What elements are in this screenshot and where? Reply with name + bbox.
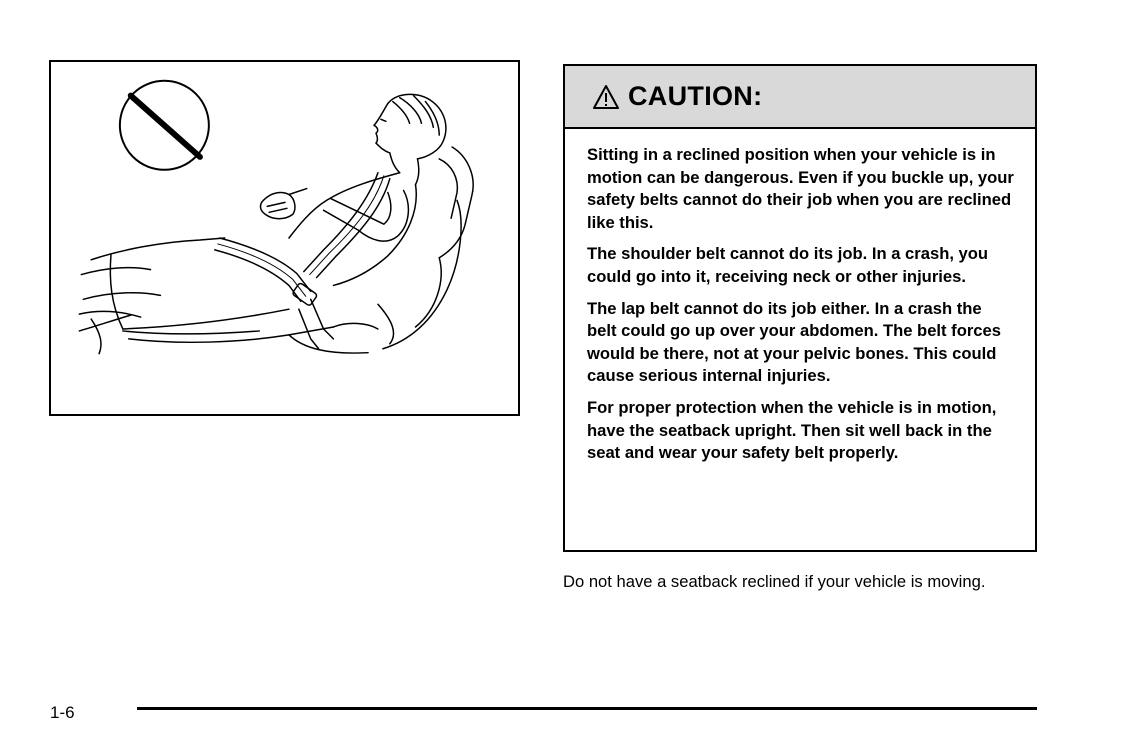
caution-paragraph: For proper protection when the vehicle is in motion, have the seatback upright. Then sit well back in the seat and wear your safety belt properly. — [587, 397, 997, 463]
caution-paragraph: The lap belt cannot do its job either. In a crash the belt could go up over your abdomen. The belt forces would be there, not at your pelvic bones. This could cause serious internal injuries. — [587, 298, 1001, 386]
caution-header — [565, 66, 1035, 129]
warning-triangle-icon — [592, 84, 620, 110]
caution-title: CAUTION: — [628, 81, 763, 111]
caution-body — [565, 129, 1035, 465]
body-text: Do not have a seatback reclined if your vehicle is moving. — [563, 572, 986, 591]
caution-paragraph: The shoulder belt cannot do its job. In a crash, you could go into it, receiving neck or other injuries. — [587, 244, 989, 286]
caution-box — [563, 64, 1037, 552]
prohibition-icon — [120, 81, 209, 170]
reclined-passenger-illustration — [49, 60, 520, 416]
caution-paragraph: Sitting in a reclined position when your vehicle is in motion can be dangerous. Even if you buckle up, your safety belts cannot do their job when you are reclined like this. — [587, 145, 1014, 232]
page-number: 1-6 — [50, 703, 75, 722]
footer-rule — [137, 707, 1037, 710]
